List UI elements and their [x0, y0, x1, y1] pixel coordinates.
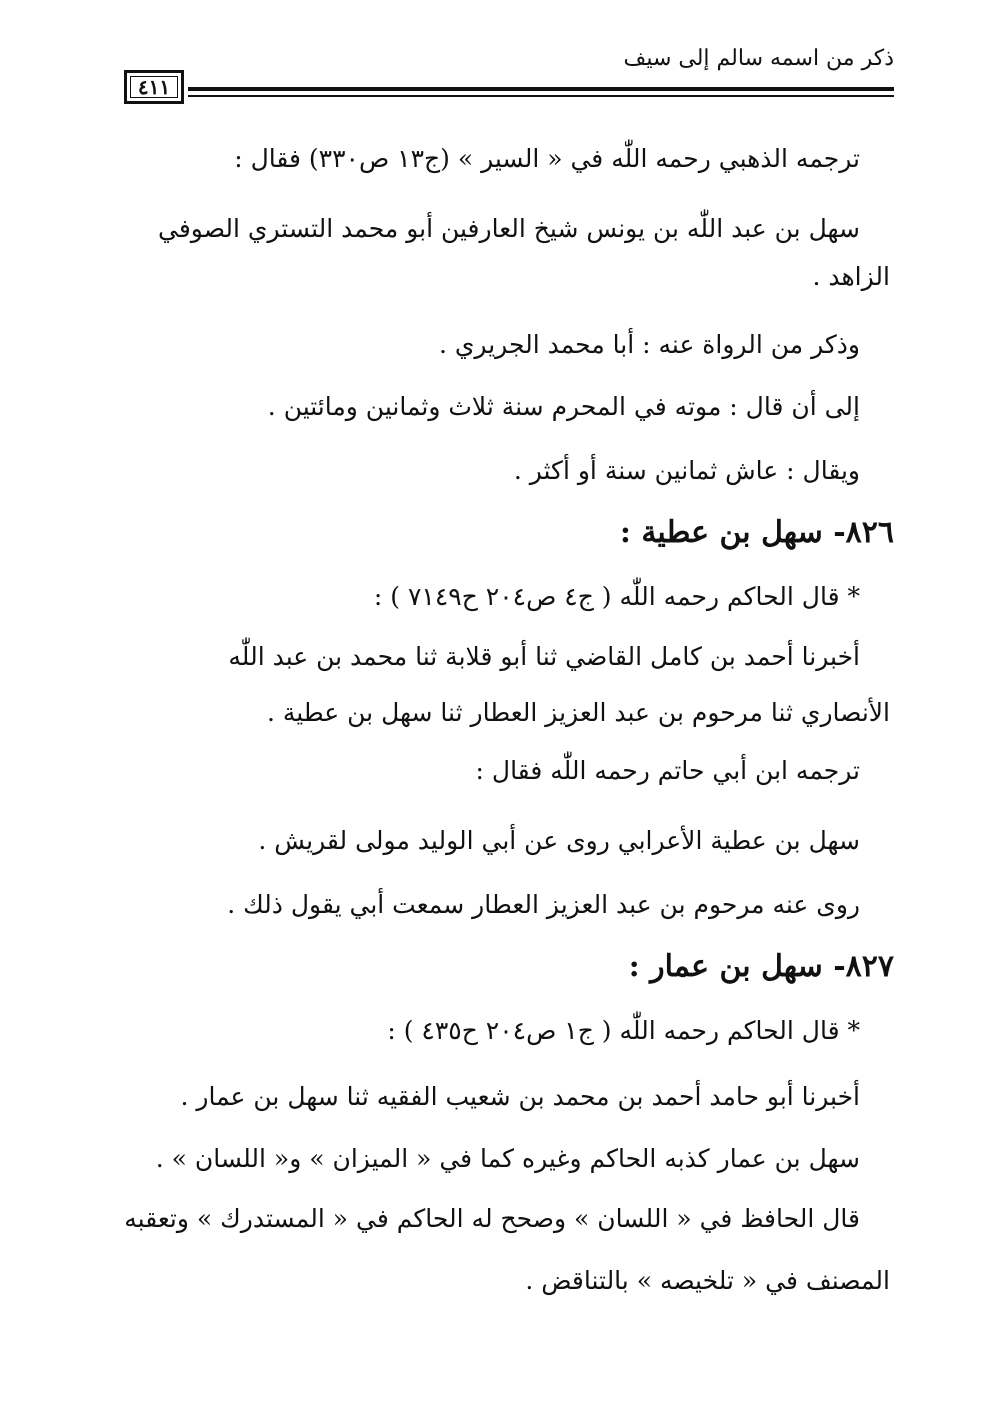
body-line: أخبرنا أحمد بن كامل القاضي ثنا أبو قلابة ثنا محمد بن عبد اللّٰه [228, 642, 860, 671]
header-rule-thick [188, 87, 894, 91]
body-line: وذكر من الرواة عنه : أبا محمد الجريري . [438, 330, 860, 359]
source-citation: * قال الحاكم رحمه اللّٰه ( ج٤ ص٢٠٤ ح٧١٤٩ ) : [373, 582, 860, 611]
body-line: الزاهد . [812, 262, 890, 291]
body-line: ويقال : عاش ثمانين سنة أو أكثر . [513, 456, 860, 485]
body-line: سهل بن عبد اللّٰه بن يونس شيخ العارفين أبو محمد التستري الصوفي [158, 214, 860, 243]
entry-heading-827: ٨٢٧- سهل بن عمار : [628, 949, 894, 984]
body-line: روى عنه مرحوم بن عبد العزيز العطار سمعت أبي يقول ذلك . [227, 890, 860, 919]
entry-heading-826: ٨٢٦- سهل بن عطية : [619, 515, 894, 550]
running-header-title: ذكر من اسمه سالم إلى سيف [623, 46, 894, 71]
body-line: أخبرنا أبو حامد أحمد بن محمد بن شعيب الفقيه ثنا سهل بن عمار . [180, 1082, 860, 1111]
body-line: سهل بن عمار كذبه الحاكم وغيره كما في « الميزان » و« اللسان » . [155, 1144, 860, 1173]
page-number: ٤١١ [124, 70, 184, 104]
body-line: قال الحافظ في « اللسان » وصحح له الحاكم في « المستدرك » وتعقبه [124, 1204, 860, 1233]
header-rule-thin [188, 95, 894, 97]
body-line: المصنف في « تلخيصه » بالتناقض . [525, 1266, 890, 1295]
body-line: سهل بن عطية الأعرابي روى عن أبي الوليد مولى لقريش . [258, 826, 860, 855]
body-line: ترجمه ابن أبي حاتم رحمه اللّٰه فقال : [475, 756, 860, 785]
body-line: الأنصاري ثنا مرحوم بن عبد العزيز العطار ثنا سهل بن عطية . [266, 698, 890, 727]
body-line: إلى أن قال : موته في المحرم سنة ثلاث وثمانين ومائتين . [267, 392, 860, 421]
body-line: ترجمه الذهبي رحمه اللّٰه في « السير » (ج١٣ ص٣٣٠) فقال : [234, 144, 860, 173]
source-citation: * قال الحاكم رحمه اللّٰه ( ج١ ص٢٠٤ ح٤٣٥ ) : [387, 1016, 860, 1045]
